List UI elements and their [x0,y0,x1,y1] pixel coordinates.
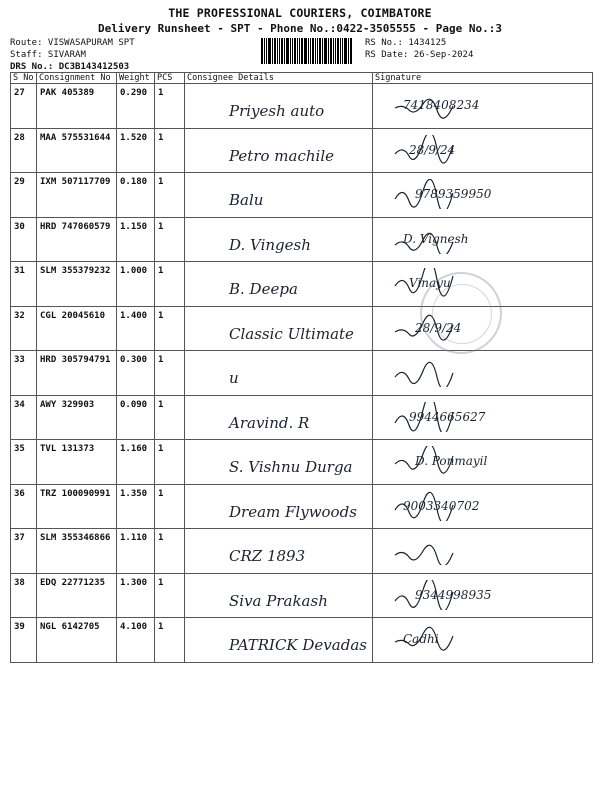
signature-scribble [393,535,463,565]
drs-number: DRS No.: DC3B143412503 [10,62,130,72]
document-title: THE PROFESSIONAL COURIERS, COIMBATORE [168,6,432,20]
consignment-number-cell: SLM 355346866 [37,529,117,574]
column-header: Weight [117,73,155,84]
pieces-cell: 1 [155,618,185,663]
column-header: Consignee Details [185,73,373,84]
serial-number-cell: 30 [11,217,37,262]
weight-cell: 1.000 [117,262,155,307]
staff-label: Staff: SIVARAM [10,50,86,60]
consignee-details-cell [185,573,373,618]
consignment-number-cell: HRD 747060579 [37,217,117,262]
serial-number-cell: 36 [11,484,37,529]
consignment-number-cell: AWY 329903 [37,395,117,440]
column-header: PCS [155,73,185,84]
signature-cell [373,618,593,663]
pieces-cell: 1 [155,395,185,440]
consignee-handwriting: B. Deepa [229,280,298,298]
consignment-number-cell: MAA 575531644 [37,128,117,173]
signature-handwriting: 7418408234 [403,98,480,112]
signature-cell [373,351,593,396]
signature-cell [373,484,593,529]
rs-number: RS No.: 1434125 [365,38,447,48]
column-header: Consignment No [37,73,117,84]
weight-cell: 0.300 [117,351,155,396]
signature-handwriting: 9344998935 [415,587,492,602]
weight-cell: 1.300 [117,573,155,618]
consignee-handwriting: Classic Ultimate [229,324,354,343]
consignee-details-cell [185,618,373,663]
consignee-handwriting: Balu [229,191,264,209]
table-row [11,440,593,485]
pieces-cell: 1 [155,262,185,307]
signature-handwriting: D. Vignesh [403,231,469,246]
signature-handwriting: Cadhi [403,632,439,646]
serial-number-cell: 27 [11,84,37,129]
table-row [11,262,593,307]
table-row [11,173,593,218]
runsheet-table [10,72,593,663]
signature-cell [373,173,593,218]
consignee-details-cell [185,217,373,262]
table-row [11,618,593,663]
consignee-handwriting: PATRICK Devadas [229,636,367,654]
table-row [11,573,593,618]
signature-handwriting: Vinayu [409,276,451,290]
signature-cell [373,84,593,129]
table-row [11,128,593,173]
column-header: S No [11,73,37,84]
document-subtitle: Delivery Runsheet - SPT - Phone No.:0422-3505555 - Page No.:3 [98,22,502,35]
pieces-cell: 1 [155,351,185,396]
serial-number-cell: 31 [11,262,37,307]
consignment-number-cell: TRZ 100090991 [37,484,117,529]
weight-cell: 0.180 [117,173,155,218]
signature-cell [373,395,593,440]
pieces-cell: 1 [155,217,185,262]
serial-number-cell: 39 [11,618,37,663]
consignment-number-cell: HRD 305794791 [37,351,117,396]
consignee-handwriting: S. Vishnu Durga [229,458,353,476]
consignee-details-cell [185,395,373,440]
weight-cell: 1.160 [117,440,155,485]
serial-number-cell: 28 [11,128,37,173]
consignee-details-cell [185,128,373,173]
consignee-handwriting: Siva Prakash [229,591,328,610]
consignee-details-cell [185,306,373,351]
pieces-cell: 1 [155,573,185,618]
pieces-cell: 1 [155,173,185,218]
pieces-cell: 1 [155,306,185,351]
pieces-cell: 1 [155,529,185,574]
serial-number-cell: 29 [11,173,37,218]
weight-cell: 1.350 [117,484,155,529]
consignment-number-cell: TVL 131373 [37,440,117,485]
signature-handwriting: 28/9/24 [415,320,462,335]
consignment-number-cell: CGL 20045610 [37,306,117,351]
consignee-details-cell [185,351,373,396]
barcode [261,38,357,64]
consignee-handwriting: CRZ 1893 [229,547,306,565]
column-header: Signature [373,73,593,84]
weight-cell: 1.400 [117,306,155,351]
consignment-number-cell: PAK 405389 [37,84,117,129]
serial-number-cell: 32 [11,306,37,351]
pieces-cell: 1 [155,484,185,529]
consignee-handwriting: u [229,369,239,387]
pieces-cell: 1 [155,440,185,485]
consignee-details-cell [185,84,373,129]
signature-handwriting: 9003340702 [403,498,480,513]
consignment-number-cell: IXM 507117709 [37,173,117,218]
consignment-number-cell: SLM 355379232 [37,262,117,307]
consignee-details-cell [185,262,373,307]
pieces-cell: 1 [155,128,185,173]
table-row [11,395,593,440]
table-row [11,484,593,529]
signature-handwriting: 9789359950 [415,187,492,201]
weight-cell: 0.090 [117,395,155,440]
table-row [11,217,593,262]
consignee-handwriting: Dream Flywoods [229,502,357,521]
consignee-details-cell [185,173,373,218]
consignee-handwriting: Aravind. R [229,413,310,432]
consignment-number-cell: NGL 6142705 [37,618,117,663]
consignee-details-cell [185,529,373,574]
signature-cell [373,217,593,262]
consignee-details-cell [185,440,373,485]
weight-cell: 1.110 [117,529,155,574]
consignment-number-cell: EDQ 22771235 [37,573,117,618]
table-header-row [11,73,593,84]
table-row [11,306,593,351]
serial-number-cell: 34 [11,395,37,440]
signature-handwriting: D. Ponmayil [415,454,488,468]
serial-number-cell: 37 [11,529,37,574]
signature-scribble [393,357,463,387]
company-stamp [420,272,502,354]
consignee-handwriting: Priyesh auto [229,102,325,120]
signature-cell [373,573,593,618]
consignee-handwriting: Petro machile [229,146,334,165]
serial-number-cell: 33 [11,351,37,396]
weight-cell: 0.290 [117,84,155,129]
signature-cell [373,529,593,574]
weight-cell: 1.520 [117,128,155,173]
rs-date: RS Date: 26-Sep-2024 [365,50,474,60]
serial-number-cell: 35 [11,440,37,485]
route-label: Route: VISWASAPURAM SPT [10,38,135,48]
consignee-details-cell [185,484,373,529]
table-row [11,529,593,574]
signature-handwriting: 28/9/24 [409,142,456,157]
table-row [11,351,593,396]
pieces-cell: 1 [155,84,185,129]
serial-number-cell: 38 [11,573,37,618]
signature-cell [373,128,593,173]
weight-cell: 1.150 [117,217,155,262]
weight-cell: 4.100 [117,618,155,663]
table-row [11,84,593,129]
consignee-handwriting: D. Vingesh [229,235,311,254]
signature-handwriting: 9944665627 [409,409,486,424]
signature-cell [373,440,593,485]
